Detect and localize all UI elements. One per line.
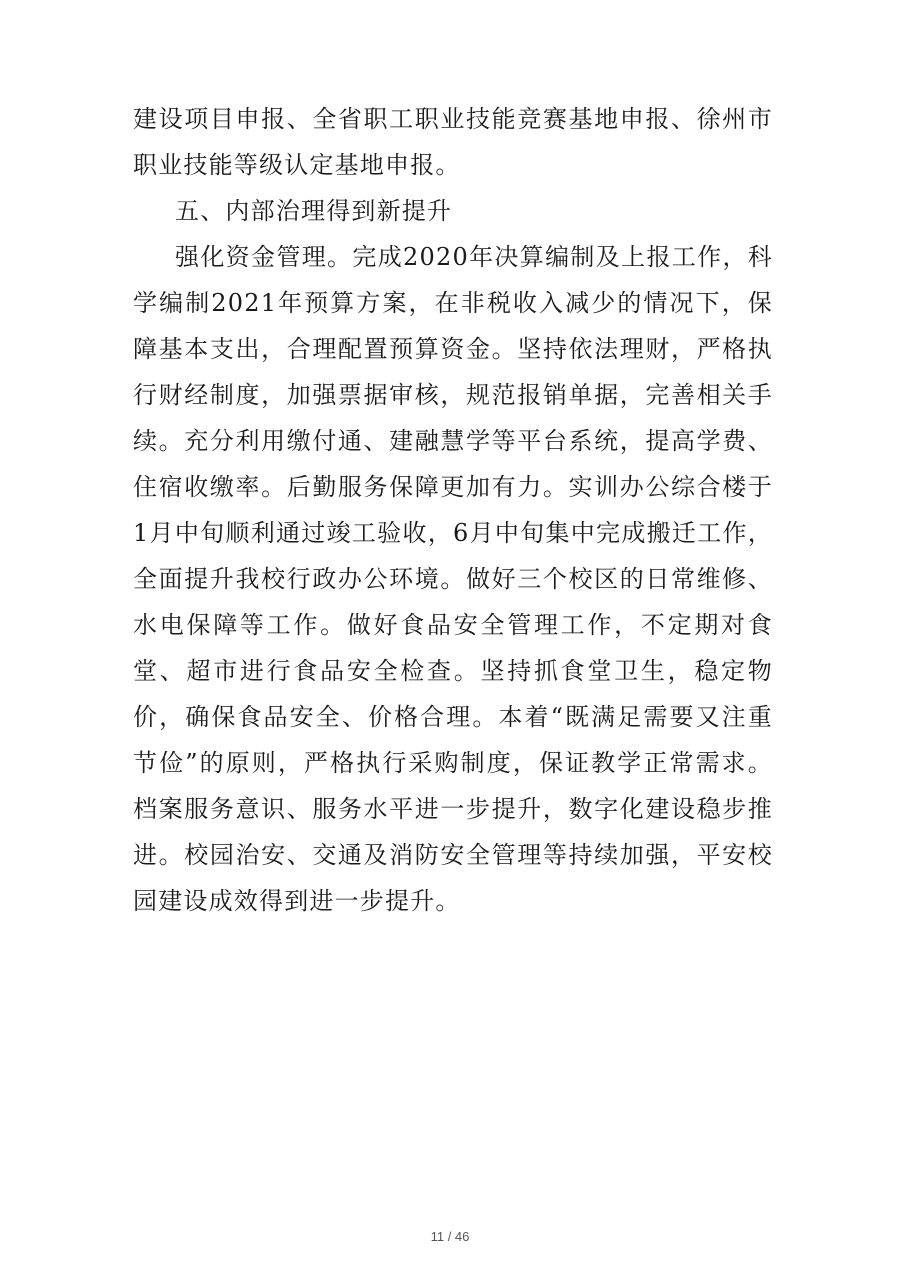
section-heading: 五、内部治理得到新提升 [175,197,453,225]
paragraph-internal-governance: 强化资金管理。完成2020年决算编制及上报工作，科学编制2021年预算方案，在非税收入减少的情况下，保障基本支出，合理配置预算资金。坚持依法理财，严格执行财经制度，加强票据审核，规范报销单据，完善相关手续。充分利用缴付通、建融慧学等平台系统，提高学费、住宿收缴率。后勤服务保障更加有力。实训办公综合楼于1月中旬顺利通过竣工验收，6月中旬集中完成搬迁工作，全面提升我校行政办公环境。做好三个校区的日常维修、水电保障等工作。做好食品安全管理工作，不定期对食堂、超市进行食品安全检查。坚持抓食堂卫生，稳定物价，确保食品安全、价格合理。本着“既满足需要又注重节俭”的原则，严格执行采购制度，保证教学正常需求。档案服务意识、服务水平进一步提升，数字化建设稳步推进。校园治安、交通及消防安全管理等持续加强，平安校园建设成效得到进一步提升。 [133,243,773,915]
page-number: 11 / 46 [430,1229,470,1244]
paragraph-continued: 建设项目申报、全省职工职业技能竞赛基地申报、徐州市职业技能等级认定基地申报。 [133,105,773,179]
body-text [133,96,773,924]
